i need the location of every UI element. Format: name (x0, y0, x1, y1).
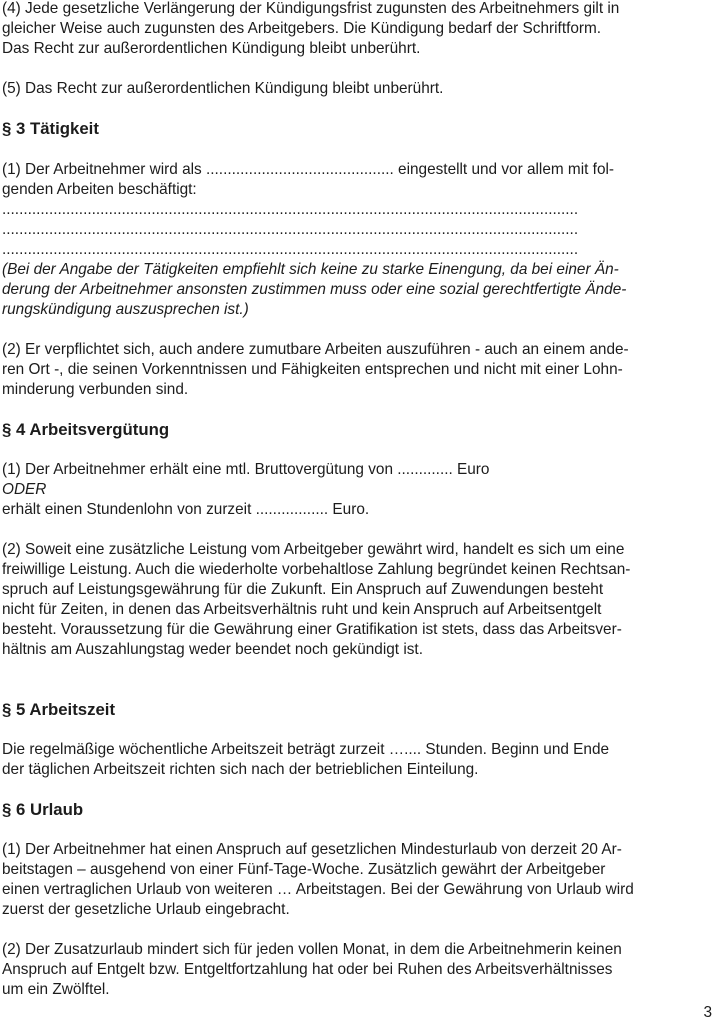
text-line: besteht. Voraussetzung für die Gewährung einer Gratifikation ist stets, dass das Arbeitsver- (2, 621, 622, 638)
intro-paragraph-4 (2, 0, 710, 59)
verguetung-paragraph-1 (2, 460, 710, 520)
text-line: ren Ort -, die seinen Vorkenntnissen und Fähigkeiten entsprechen und nicht mit einer Lohn- (2, 361, 623, 378)
urlaub-paragraph-2 (2, 940, 710, 1000)
text-line: freiwillige Leistung. Auch die wiederholte vorbehaltlose Zahlung begründet keinen Rechtsan- (2, 561, 631, 578)
text-line: nicht für Zeiten, in denen das Arbeitsverhältnis ruht und kein Anspruch auf Arbeitsentgelt (2, 601, 602, 618)
arbeitszeit-paragraph (2, 740, 710, 780)
section-heading-arbeitszeit: § 5 Arbeitszeit (2, 700, 116, 719)
text-line: der täglichen Arbeitszeit richten sich nach der betrieblichen Einteilung. (2, 761, 479, 778)
text-line: (1) Der Arbeitnehmer hat einen Anspruch auf gesetzlichen Mindesturlaub von derzeit 20 Ar- (2, 841, 622, 858)
text-line: derung der Arbeitnehmer ansonsten zustimmen muss oder eine sozial gerechtfertigte Ände- (2, 281, 627, 298)
page-number: 3 (703, 1004, 712, 1021)
text-line: minderung verbunden sind. (2, 381, 189, 398)
dotted-fill-line: ....................................................................................................................................... (2, 241, 579, 258)
taetigkeit-paragraph-1 (2, 160, 710, 260)
taetigkeit-paragraph-2 (2, 340, 710, 400)
dotted-fill-line: ....................................................................................................................................... (2, 221, 579, 238)
text-line: hältnis am Auszahlungstag weder beendet noch gekündigt ist. (2, 641, 423, 658)
text-line: zuerst der gesetzliche Urlaub eingebracht. (2, 901, 290, 918)
text-line: (5) Das Recht zur außerordentlichen Kündigung bleibt unberührt. (2, 80, 444, 97)
text-line: Das Recht zur außerordentlichen Kündigung bleibt unberührt. (2, 40, 421, 57)
text-line: (2) Er verpflichtet sich, auch andere zumutbare Arbeiten auszuführen - auch an einem ande- (2, 341, 629, 358)
intro-paragraph-5 (2, 79, 710, 99)
text-line: rungskündigung auszusprechen ist.) (2, 301, 249, 318)
text-line: um ein Zwölftel. (2, 981, 110, 998)
text-line: erhält einen Stundenlohn von zurzeit ................. Euro. (2, 501, 370, 518)
text-line: beitstagen – ausgehend von einer Fünf-Tage-Woche. Zusätzlich gewährt der Arbeitgeber (2, 861, 606, 878)
text-line: spruch auf Leistungsgewährung für die Zukunft. Ein Anspruch auf Zuwendungen besteht (2, 581, 604, 598)
text-line: Anspruch auf Entgelt bzw. Entgeltfortzahlung hat oder bei Ruhen des Arbeitsverhältnisses (2, 961, 613, 978)
text-line: (Bei der Angabe der Tätigkeiten empfiehlt sich keine zu starke Einengung, da bei einer Än- (2, 261, 619, 278)
urlaub-paragraph-1 (2, 840, 710, 920)
text-line: einen vertraglichen Urlaub von weiteren … Arbeitstagen. Bei der Gewährung von Urlaub wird (2, 881, 634, 898)
text-line: (1) Der Arbeitnehmer wird als ............................................ eingestellt und vor allem mit fol- (2, 161, 615, 178)
oder-label: ODER (2, 481, 47, 498)
text-line: (2) Der Zusatzurlaub mindert sich für jeden vollen Monat, in dem die Arbeitnehmerin keinen (2, 941, 622, 958)
text-line: (4) Jede gesetzliche Verlängerung der Kündigungsfrist zugunsten des Arbeitnehmers gilt in (2, 0, 620, 17)
section-heading-arbeitsverguetung: § 4 Arbeitsvergütung (2, 420, 170, 439)
taetigkeit-note (2, 260, 710, 320)
section-heading-urlaub: § 6 Urlaub (2, 800, 84, 819)
dotted-fill-line: ....................................................................................................................................... (2, 201, 579, 218)
document-page (2, 0, 710, 1000)
text-line: genden Arbeiten beschäftigt: (2, 181, 197, 198)
text-line: gleicher Weise auch zugunsten des Arbeitgebers. Die Kündigung bedarf der Schriftform. (2, 20, 602, 37)
text-line: (2) Soweit eine zusätzliche Leistung vom Arbeitgeber gewährt wird, handelt es sich um eine (2, 541, 625, 558)
section-heading-taetigkeit: § 3 Tätigkeit (2, 119, 99, 138)
text-line: (1) Der Arbeitnehmer erhält eine mtl. Bruttovergütung von ............. Euro (2, 461, 490, 478)
verguetung-paragraph-2 (2, 540, 710, 660)
text-line: Die regelmäßige wöchentliche Arbeitszeit beträgt zurzeit ….... Stunden. Beginn und Ende (2, 741, 610, 758)
